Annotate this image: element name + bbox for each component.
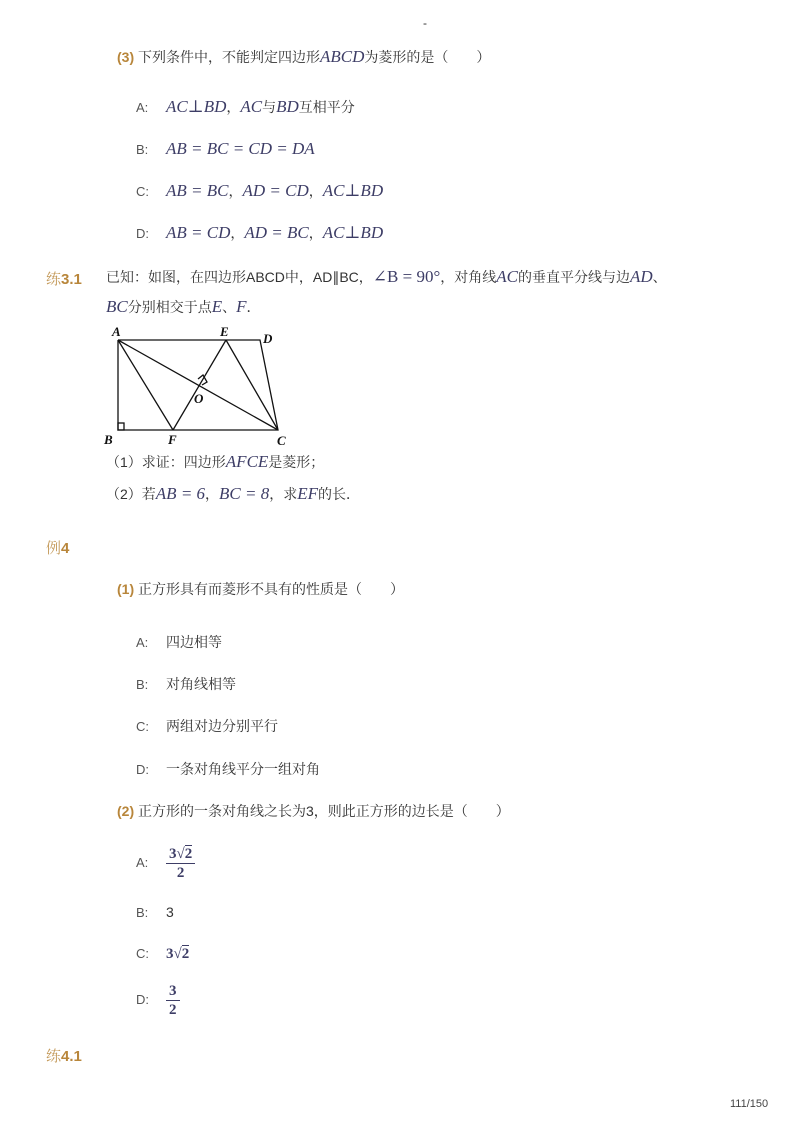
diagonal-ac (118, 340, 278, 430)
question-4-2 (117, 801, 510, 821)
option-text: 四边相等 (166, 634, 222, 650)
option-label: B: (136, 905, 149, 920)
radicand: 2 (181, 946, 190, 963)
label-d: D (263, 331, 273, 346)
option-c[interactable] (136, 945, 189, 963)
option-d[interactable] (136, 759, 320, 779)
text: （1）求证：四边形 (106, 454, 226, 470)
math: AD (630, 267, 653, 286)
math: AC (240, 97, 263, 116)
option-b[interactable] (136, 139, 315, 159)
option-c[interactable] (136, 716, 278, 736)
math: BC = 8 (219, 484, 270, 503)
exercise-tag-4-1 (46, 1045, 82, 1066)
denominator: 2 (176, 865, 185, 881)
tag-prefix: 例 (46, 540, 62, 557)
label-e: E (220, 324, 229, 339)
option-label: D: (136, 762, 149, 777)
text: ． (246, 299, 261, 315)
option-b[interactable] (136, 674, 236, 694)
stem-math: ABCD (320, 47, 365, 66)
math: AC⊥BD (166, 97, 227, 116)
tag-number: 3.1 (61, 271, 82, 288)
label-c: C (277, 433, 286, 448)
coefficient: 3 (166, 945, 174, 962)
option-label: A: (136, 855, 149, 871)
example-tag-4 (46, 537, 69, 558)
math: AB = BC (166, 181, 229, 200)
text: ， (228, 183, 243, 199)
math: BC (106, 297, 128, 316)
option-a[interactable] (136, 632, 222, 652)
math: AFCE (225, 452, 269, 471)
math: AB = CD (166, 223, 231, 242)
text: 已知：如图，在四边形ABCD中，AD∥BC， (106, 269, 373, 285)
text: ， (230, 225, 245, 241)
question-number: (2) (117, 803, 135, 819)
stem-text: 下列条件中，不能判定四边形 (138, 49, 321, 65)
page-number: 111/150 (730, 1098, 769, 1110)
text: 、 (222, 299, 237, 315)
tag-number: 4 (61, 540, 70, 557)
fraction (166, 982, 180, 1019)
geometry-figure (100, 322, 300, 450)
label-b: B (104, 432, 113, 447)
math: F (236, 297, 247, 316)
text: ，对角线 (440, 269, 497, 285)
math: AC (496, 267, 518, 286)
option-label: B: (136, 677, 149, 692)
tag-prefix: 练 (46, 271, 62, 288)
option-text: 两组对边分别平行 (166, 718, 278, 734)
text: ， (226, 99, 241, 115)
coefficient: 3 (169, 846, 177, 862)
question-number: (1) (117, 581, 135, 597)
right-angle-mark-b (118, 423, 124, 430)
segment-ef (173, 340, 226, 430)
exercise-line-2 (106, 297, 261, 317)
math: E (211, 297, 223, 316)
math: AB = 6 (155, 484, 206, 503)
option-label: D: (136, 226, 149, 241)
math: AD = CD (242, 181, 309, 200)
option-a[interactable] (136, 97, 355, 117)
text: ， (308, 225, 323, 241)
question-4-1 (117, 579, 404, 599)
option-label: A: (136, 635, 149, 650)
option-text: 3 (166, 904, 174, 920)
label-f: F (168, 432, 177, 447)
exercise-tag-3-1 (46, 268, 82, 289)
text: ， (308, 183, 323, 199)
math: AB = BC = CD = DA (166, 139, 315, 158)
option-b[interactable] (136, 904, 174, 920)
radical: 3 √ 2 (166, 945, 190, 963)
text: 的长． (318, 486, 361, 502)
question-number: (3) (117, 49, 135, 65)
option-text: 一条对角线平分一组对角 (166, 761, 320, 777)
stem-text: 为菱形的是（ ） (364, 49, 491, 65)
label-a: A (112, 324, 121, 339)
math: EF (297, 484, 319, 503)
tag-number: 4.1 (61, 1048, 82, 1065)
stem-text: 正方形的一条对角线之长为3，则此正方形的边长是（ ） (138, 803, 510, 819)
numerator: 3 (166, 982, 180, 1001)
option-label: D: (136, 992, 149, 1008)
option-label: B: (136, 142, 149, 157)
fraction: $\frac{3√2}{2}$ (166, 845, 195, 882)
header-mark: - (423, 16, 427, 30)
sub-question-1 (106, 452, 324, 472)
text: ， (205, 486, 220, 502)
text: 互相平分 (298, 99, 355, 115)
math: AD = BC (244, 223, 309, 242)
text: 与 (262, 99, 277, 115)
segment-ec (226, 340, 278, 430)
option-d[interactable] (136, 982, 180, 1019)
text: 的垂直平分线与边 (518, 269, 630, 285)
tag-prefix: 练 (46, 1048, 62, 1065)
stem-text: 正方形具有而菱形不具有的性质是（ ） (138, 581, 405, 597)
denominator: 2 (169, 1002, 177, 1018)
option-d[interactable] (136, 223, 383, 243)
text: 是菱形； (268, 454, 325, 470)
text: 分别相交于点 (127, 299, 212, 315)
text: （2）若 (106, 486, 156, 502)
exercise-line-1 (106, 267, 667, 287)
option-text: 对角线相等 (166, 676, 236, 692)
text: ，求 (269, 486, 298, 502)
question-3 (117, 47, 490, 67)
option-label: A: (136, 100, 149, 115)
radicand: 2 (184, 846, 193, 862)
option-label: C: (136, 946, 149, 961)
math: AC⊥BD (322, 181, 384, 200)
label-o: O (194, 391, 204, 406)
option-label: C: (136, 184, 149, 199)
option-a[interactable] (136, 845, 195, 882)
sub-question-2 (106, 484, 360, 504)
math: ∠B = 90° (372, 267, 441, 286)
option-label: C: (136, 719, 149, 734)
math: AC⊥BD (322, 223, 384, 242)
math: BD (276, 97, 299, 116)
text: 、 (652, 269, 667, 285)
segment-af (118, 340, 173, 430)
option-c[interactable] (136, 181, 383, 201)
